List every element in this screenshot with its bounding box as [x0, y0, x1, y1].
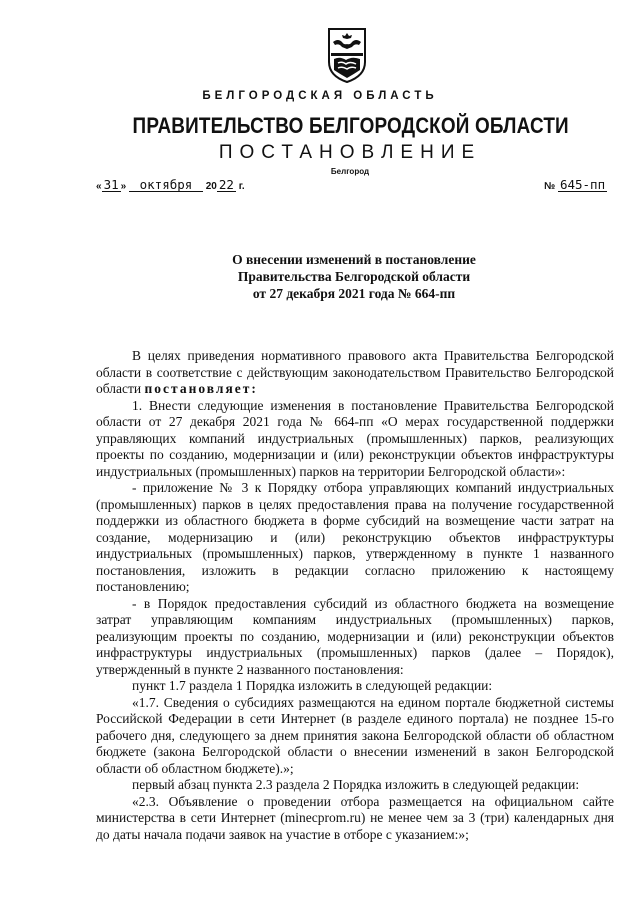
title-line-3: от 27 декабря 2021 года № 664-пп — [252, 286, 456, 301]
date-close-quote: » — [120, 181, 127, 192]
number-value: 645-пп — [559, 177, 606, 192]
decree-title — [0, 251, 640, 302]
title-line-1: О внесении изменений в постановление — [232, 252, 476, 267]
resolves-word: постановляет: — [144, 381, 258, 396]
decree-body — [96, 348, 614, 843]
date-day: 31 — [103, 177, 119, 192]
date-month: октября — [129, 179, 203, 192]
government-name: ПРАВИТЕЛЬСТВО БЕЛГОРОДСКОЙ ОБЛАСТИ — [132, 113, 569, 138]
region-name: БЕЛГОРОДСКАЯ ОБЛАСТЬ — [202, 90, 438, 102]
decree-date — [96, 179, 245, 192]
number-prefix: № — [544, 181, 556, 192]
paragraph-subsidy-order: - в Порядок предоставления субсидий из областного бюджета на возмещение затрат управляющим компаниям индустриальных (промышленных) парков, реализующим проекты по созданию, модернизации и (или) реконструкции объектов инфраструктуры индустриальных (промышленных) парков (далее – Порядок), утвержденный в пункте 2 названного постановления: — [96, 595, 614, 677]
paragraph-item-1: 1. Внести следующие изменения в постановление Правительства Белгородской области от 27 декабря 2021 года № 664-пп «О мерах государственной поддержки управляющих компаний индустриальных (промышленных) парков, реализующих проекты по созданию, модернизации и (или) реконструкции объектов инфраструктуры индустриальных (промышленных) парков на территории Белгородской области»: — [96, 397, 614, 479]
city-name: Белгород — [330, 167, 370, 176]
paragraph-point-2-3: первый абзац пункта 2.3 раздела 2 Порядка изложить в следующей редакции: — [132, 777, 580, 792]
preamble-text: В целях приведения нормативного правового акта Правительства Белгородской области в соответствие с действующим законодательством Правительство Белгородской области — [96, 348, 614, 396]
decree-number — [544, 179, 607, 192]
paragraph-annex-3: - приложение № 3 к Порядку отбора управляющих компаний индустриальных (промышленных) парков в целях предоставления права на получение государственной поддержки из областного бюджета в форме субсидий на возмещение части затрат на создание, модернизацию и (или) реконструкцию объектов инфраструктуры индустриальных (промышленных) парков, утвержденному в пункте 1 названного постановления, изложить в редакции согласно приложению к настоящему постановлению; — [96, 480, 614, 594]
document-type: ПОСТАНОВЛЕНИЕ — [218, 142, 482, 163]
title-line-2: Правительства Белгородской области — [237, 269, 471, 284]
date-year-unit: г. — [238, 181, 245, 192]
date-year-prefix: 20 — [205, 181, 217, 192]
coat-of-arms-emblem — [326, 26, 368, 84]
paragraph-point-2-3-text: «2.3. Объявление о проведении отбора размещается на официальном сайте министерства в сети Интернет (minecprom.ru) не менее чем за 3 (три) календарных дня до даты начала подачи заявок на участие в отборе с указанием:»; — [96, 793, 614, 842]
paragraph-point-1-7-text: «1.7. Сведения о субсидиях размещаются на едином портале бюджетной системы Российской Федерации в сети Интернет (в разделе единого портала) не позднее 15-го рабочего дня, следующего за днем принятия закона Белгородской области об областном бюджете (закона Белгородской области о внесении изменений в закон Белгородской области об областном бюджете).»; — [96, 694, 614, 776]
paragraph-point-1-7: пункт 1.7 раздела 1 Порядка изложить в следующей редакции: — [132, 678, 493, 693]
date-open-quote: « — [96, 181, 102, 192]
paragraph-preamble — [96, 348, 614, 398]
date-year-suffix: 22 — [218, 177, 234, 192]
